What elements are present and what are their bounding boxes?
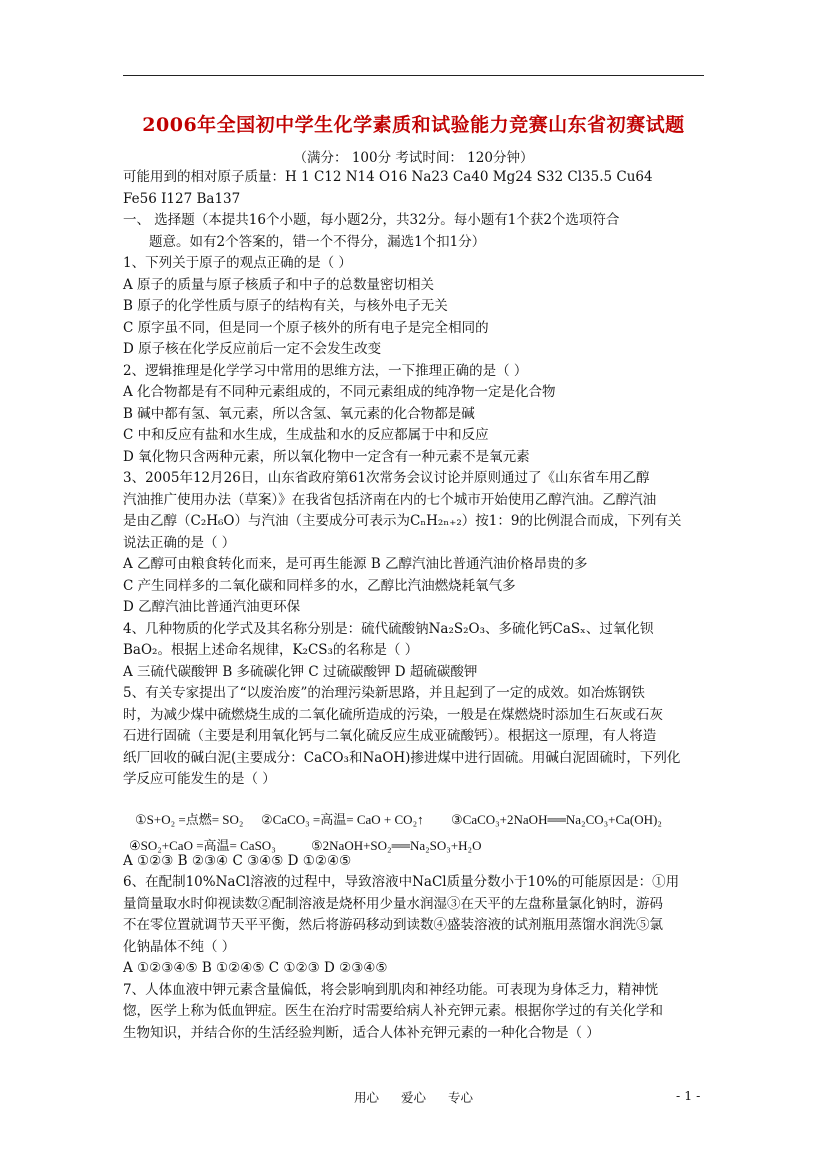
header-rule [123,75,704,76]
exam-info: （满分： 100分 考试时间： 120分钟） [293,150,534,166]
footer-motto: 用心 爱心 专心 [354,1090,473,1105]
option: D 乙醇汽油比普通汽油更环保 [123,599,301,615]
text-line: 石进行固硫（主要是利用氧化钙与二氧化硫反应生成亚硫酸钙）。根据这一原理，有人将造 [123,728,657,744]
text-line: 惚，医学上称为低血钾症。医生在治疗时需要给病人补充钾元素。根据你学过的有关化学和 [123,1003,663,1019]
text-line: 生物知识，并结合你的生活经验判断，适合人体补充钾元素的一种化合物是（ ） [123,1024,600,1041]
option: A 原子的质量与原子核质子和中子的总数量密切相关 [123,276,435,293]
text-line: 是由乙醇（C₂H₆O）与汽油（主要成分可表示为CₙH₂ₙ₊₂）按1：9的比例混合而成，下列有关 [123,513,682,529]
page-title: 2006年全国初中学生化学素质和试验能力竞赛山东省初赛试题 [142,114,685,136]
option: A 三硫代碳酸钾 B 多硫碳化钾 C 过硫碳酸钾 D 超硫碳酸钾 [123,663,478,680]
question-6: 6、在配制10%NaCl溶液的过程中，导致溶液中NaCl质量分数小于10%的可能原因是：①用 [123,874,680,890]
option: D 原子核在化学反应前后一定不会发生改变 [123,341,382,357]
question-4: 4、几种物质的化学式及其名称分别是：硫代硫酸钠Na₂S₂O₃、多硫化钙CaSₓ、过氧化钡 [123,620,654,637]
option: A ①②③ B ②③④ C ③④⑤ D ①②④⑤ [123,852,352,869]
section-heading: 一、 选择题（本提共16个小题，每小题2分，共32分。每小题有1个获2个选项符合 [123,212,620,228]
reaction-3: ③CaCO₃+2NaOH══Na₂CO₃+Ca(OH)₂ [451,811,662,827]
text-line: 纸厂回收的碱白泥(主要成分：CaCO₃和NaOH)掺进煤中进行固硫。用碱白泥固硫时，下列化 [123,749,681,766]
reaction-row [123,833,708,859]
reaction-2: ②CaCO₃ =高温= CaO + CO₂↑ [261,811,424,827]
reaction-4: ④SO₂+CaO =高温= CaSO₃ [129,837,276,853]
text-line: 题意。如有2个答案的，错一个不得分，漏选1个扣1分） [149,233,486,250]
reaction-row [123,807,708,833]
text-line: 时，为减少煤中硫燃烧生成的二氧化硫所造成的污染，一般是在煤燃烧时添加生石灰或石灰 [123,706,663,723]
text-line: BaO₂。根据上述命名规律，K₂CS₃的名称是（ ） [123,642,419,658]
option: C 产生同样多的二氧化碳和同样多的水，乙醇比汽油燃烧耗氧气多 [123,577,516,594]
text-line: 汽油推广使用办法（草案）》在我省包括济南在内的七个城市开始使用乙醇汽油。乙醇汽油 [123,491,657,508]
option: A 化合物都是有不同种元素组成的，不同元素组成的纯净物一定是化合物 [123,384,556,400]
option: D 氧化物只含两种元素，所以氧化物中一定含有一种元素不是氧元素 [123,448,530,465]
text-line: 不在零位置就调节天平平衡，然后将游码移动到读数④盛装溶液的试剂瓶用蒸馏水润洗⑤氯 [123,917,663,933]
text-line: 说法正确的是（ ） [123,534,236,551]
question-5: 5、有关专家提出了“以废治废”的治理污染新思路，并且起到了一定的成效。如冶炼钢铁 [123,685,645,701]
option: B 原子的化学性质与原子的结构有关，与核外电子无关 [123,298,448,314]
question-2: 2、逻辑推理是化学学习中常用的思维方法，一下推理正确的是（ ） [123,362,528,379]
option: A 乙醇可由粮食转化而来，是可再生能源 B 乙醇汽油比普通汽油价格昂贵的多 [123,556,588,572]
page-number: - 1 - [676,1088,701,1103]
text-line: 可能用到的相对原子质量：H 1 C12 N14 O16 Na23 Ca40 Mg24 S32 Cl35.5 Cu64 [123,169,653,185]
option: B 碱中都有氢、氧元素，所以含氢、氧元素的化合物都是碱 [123,405,475,422]
question-3: 3、2005年12月26日，山东省政府第61次常务会议讨论并原则通过了《山东省车用乙醇 [123,470,650,486]
text-line: 化钠晶体不纯（ ） [123,938,236,955]
document-body [123,167,708,1044]
text-line: 学反应可能发生的是（ ） [123,771,276,787]
option: A ①②③④⑤ B ①②④⑤ C ①②③ D ②③④⑤ [123,960,388,976]
option: C 中和反应有盐和水生成，生成盐和水的反应都属于中和反应 [123,427,489,443]
text-line: Fe56 I127 Ba137 [123,190,241,207]
text-line: 量筒量取水时仰视读数②配制溶液是烧杯用少量水润湿③在天平的左盘称量氯化钠时，游码 [123,895,663,912]
option: C 原字虽不同，但是同一个原子核外的所有电子是完全相同的 [123,319,489,336]
question-1: 1、下列关于原子的观点正确的是（ ） [123,255,352,271]
question-7: 7、人体血液中钾元素含量偏低，将会影响到肌肉和神经功能。可表现为身体乏力，精神恍 [123,981,659,998]
reaction-5: ⑤2NaOH+SO₂══Na₂SO₃+H₂O [311,837,482,853]
reaction-1: ①S+O₂ =点燃= SO₂ [135,811,244,827]
